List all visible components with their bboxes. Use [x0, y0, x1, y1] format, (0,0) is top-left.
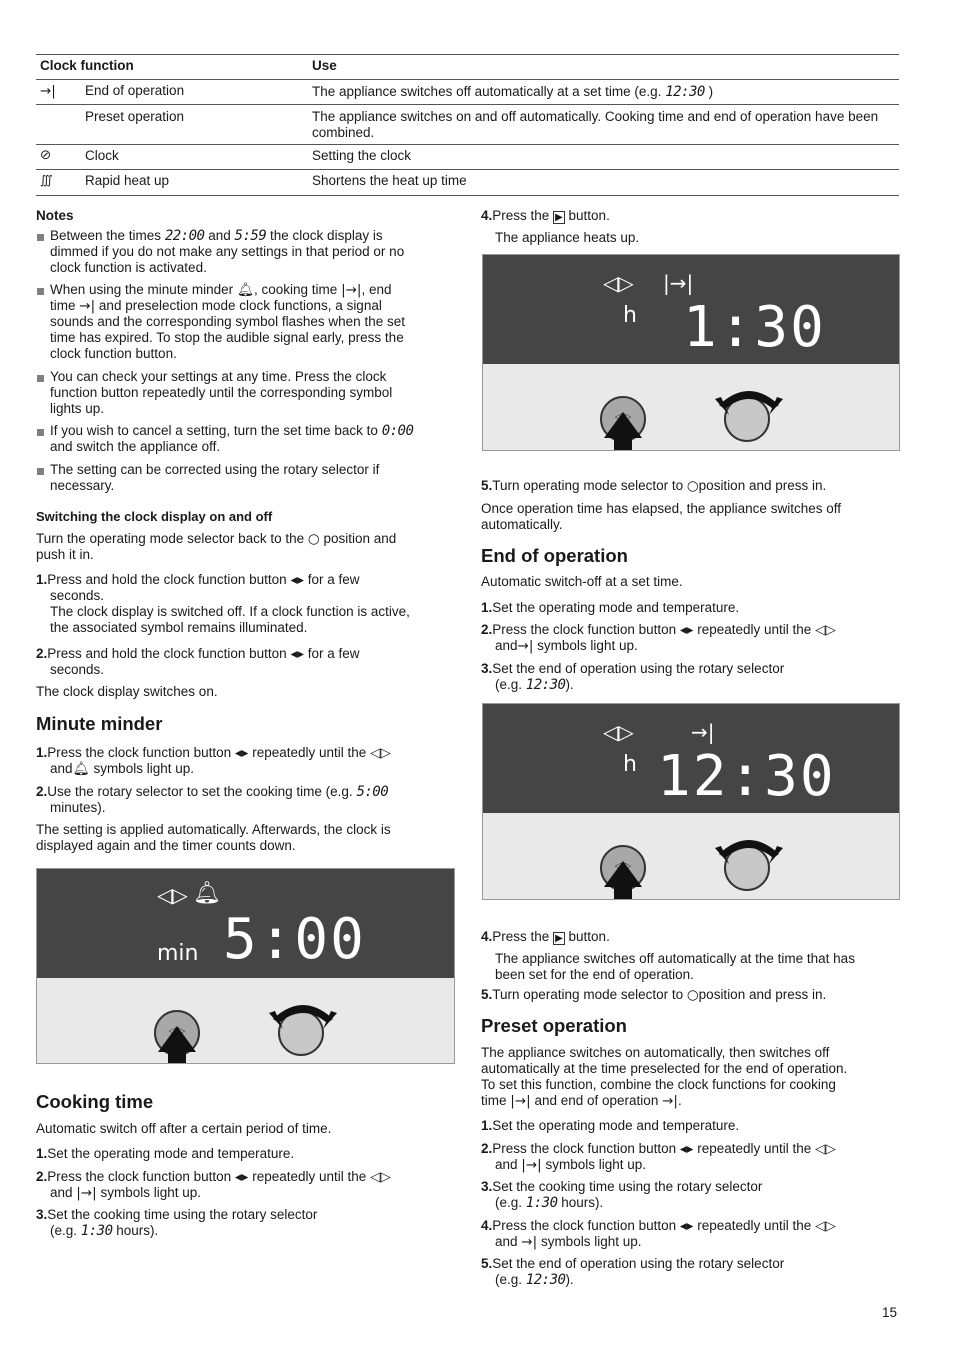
- bullet: [37, 234, 44, 241]
- clock-function-button-icon: ◂▸: [290, 572, 304, 588]
- cooking-end-paragraph: Once operation time has elapsed, the appliance switches off automatically.: [481, 501, 841, 532]
- clock-function-knob[interactable]: ◁▷: [600, 845, 646, 891]
- switching-step-2: 2.Press and hold the clock function button ◂▸ for a few seconds.: [36, 646, 360, 677]
- bullet: [37, 468, 44, 475]
- end-time-icon: →|: [662, 1093, 678, 1109]
- header-clock-function: Clock function: [40, 58, 134, 73]
- end-time-icon: →|: [517, 638, 534, 654]
- row-use: The appliance switches on and off automatically. Cooking time and end of operation have been combined.: [312, 109, 879, 140]
- clock-function-button-icon: ◂▸: [679, 622, 694, 638]
- note-2: When using the minute minder 🔔︎, cooking time |→|, end time →| and preselection mode clock functions, a signal sounds and the corresponding symbol flashes when the set time has expired. To stop the audible signal early, press the clock function button.: [50, 282, 405, 361]
- clock-function-button-icon: ◂▸: [290, 646, 304, 662]
- preset-operation-heading: Preset operation: [481, 1015, 627, 1036]
- clock-function-icon: ◁▷: [815, 1218, 836, 1234]
- press-arrow-icon: [158, 1026, 196, 1052]
- minute-minder-display: [36, 868, 455, 1064]
- minute-step-2: 2.Use the rotary selector to set the cooking time (e.g. 5:00 minutes).: [36, 784, 389, 815]
- row-use: Setting the clock: [312, 148, 412, 163]
- rotate-arrow-icon: [713, 375, 785, 417]
- clock-function-button-icon: ◂▸: [234, 745, 249, 761]
- row-name: Rapid heat up: [85, 173, 170, 188]
- switching-end: The clock display switches on.: [36, 684, 218, 699]
- start-button-icon: ▶: [555, 933, 563, 944]
- end-of-operation-icon: →|: [40, 83, 56, 99]
- cooking-step-1: 1.Set the operating mode and temperature.: [36, 1146, 295, 1161]
- minute-minder-heading: Minute minder: [36, 713, 163, 734]
- cooking-step-4: 4.Press the ▶ button. The appliance heats up.: [481, 208, 640, 245]
- cooking-intro: Automatic switch off after a certain period of time.: [36, 1121, 332, 1136]
- cooking-time-icon: |→|: [76, 1185, 97, 1201]
- row-name: Clock: [85, 148, 119, 163]
- table-row: [36, 170, 899, 196]
- preset-intro: The appliance switches on automatically, then switches off automatically at the time preselected for the end of operation. To set this function, combine the clock functions for cooking time |→| and end of operation →|.: [481, 1045, 848, 1109]
- bullet: [37, 375, 44, 382]
- cooking-time-icon: |→|: [341, 282, 362, 298]
- end-step-2: 2.Press the clock function button ◂▸ repeatedly until the ◁▷ and→| symbols light up.: [481, 622, 836, 654]
- off-position-icon: ○: [307, 531, 320, 547]
- cooking-time-display: [482, 254, 900, 451]
- row-name: Preset operation: [85, 109, 185, 124]
- clock-function-button-icon: ◂▸: [234, 1169, 249, 1185]
- bell-icon: 🔔︎: [236, 282, 254, 298]
- table-row: [36, 145, 899, 170]
- end-step-1: 1.Set the operating mode and temperature.: [481, 600, 740, 615]
- unit-label: min: [157, 941, 199, 966]
- clock-function-icon: ◁▷: [603, 271, 634, 295]
- clock-function-knob[interactable]: ◁▷: [600, 396, 646, 442]
- preset-step-5: 5.Set the end of operation using the rotary selector (e.g. 12:30).: [481, 1256, 785, 1288]
- display-digits: 1:30: [683, 295, 826, 360]
- page-number: 15: [882, 1305, 898, 1320]
- end-step-5: 5.Turn operating mode selector to ○position and press in.: [481, 987, 827, 1003]
- note-1: Between the times 22:00 and 5:59 the clock display is dimmed if you do not make any settings in that period or no clock function is activated.: [50, 228, 405, 275]
- cooking-time-icon: |→|: [521, 1157, 542, 1173]
- cooking-step-3: 3.Set the cooking time using the rotary selector (e.g. 1:30 hours).: [36, 1207, 318, 1239]
- end-step-3: 3.Set the end of operation using the rotary selector (e.g. 12:30).: [481, 661, 785, 693]
- minute-paragraph: The setting is applied automatically. Afterwards, the clock is displayed again and the timer counts down.: [36, 822, 391, 853]
- note-5: The setting can be corrected using the rotary selector if necessary.: [50, 462, 380, 493]
- cooking-time-icon: |→|: [663, 271, 694, 295]
- row-use: Shortens the heat up time: [312, 173, 467, 188]
- press-arrow-icon: [604, 861, 642, 887]
- preset-step-2: 2.Press the clock function button ◂▸ repeatedly until the ◁▷ and |→| symbols light up.: [481, 1141, 836, 1173]
- switching-step-1: 1.Press and hold the clock function button ◂▸ for a few seconds. The clock display is switched off. If a clock function is active, the associated symbol remains illuminated.: [36, 572, 410, 635]
- clock-function-button-icon: ◂▸: [679, 1218, 694, 1234]
- minute-step-1: 1.Press the clock function button ◂▸ repeatedly until the ◁▷ and🔔︎ symbols light up.: [36, 745, 391, 777]
- off-position-icon: ○: [686, 478, 699, 494]
- end-of-operation-display: [482, 703, 900, 900]
- table-row: [36, 80, 899, 105]
- cooking-time-heading: Cooking time: [36, 1091, 154, 1112]
- bullet: [37, 429, 44, 436]
- bell-icon: 🔔︎: [72, 761, 90, 777]
- note-4: If you wish to cancel a setting, turn the set time back to 0:00 and switch the appliance off.: [50, 423, 414, 454]
- clock-function-icon: ◁▷: [815, 1141, 836, 1157]
- table-header: [36, 54, 899, 80]
- clock-function-icon: ◁▷: [603, 720, 634, 744]
- clock-icon: ⊘: [40, 147, 52, 163]
- display-digits: 5:00: [223, 907, 366, 972]
- preset-step-1: 1.Set the operating mode and temperature.: [481, 1118, 740, 1133]
- rapid-heat-icon: ∭: [40, 173, 53, 187]
- clock-function-icon: ◁▷: [370, 745, 391, 761]
- row-name: End of operation: [85, 83, 185, 98]
- end-time-icon: →|: [691, 720, 715, 744]
- end-of-operation-heading: End of operation: [481, 545, 628, 566]
- bullet: [37, 288, 44, 295]
- end-step-4: 4.Press the ▶ button. The appliance switches off automatically at the time that has been set for the end of operation.: [481, 929, 855, 982]
- clock-function-table: [36, 54, 899, 196]
- clock-function-button-icon: ◂▸: [679, 1141, 694, 1157]
- unit-label: h: [623, 752, 637, 777]
- end-intro: Automatic switch-off at a set time.: [481, 574, 683, 589]
- header-use: Use: [312, 58, 337, 73]
- note-3: You can check your settings at any time. Press the clock function button repeatedly until the corresponding symbol lights up.: [50, 369, 393, 416]
- table-row: [36, 105, 899, 145]
- start-button-icon: ▶: [555, 212, 563, 223]
- rotate-arrow-icon: [713, 824, 785, 866]
- clock-function-knob[interactable]: ◁▷: [154, 1010, 200, 1056]
- clock-function-icon: ◁▷: [157, 883, 188, 907]
- row-use: The appliance switches off automatically at a set time (e.g. 12:30 ): [312, 84, 714, 100]
- clock-function-icon: ◁▷: [370, 1169, 391, 1185]
- end-time-icon: →|: [79, 298, 96, 314]
- cooking-step-2: 2.Press the clock function button ◂▸ repeatedly until the ◁▷ and |→| symbols light up.: [36, 1169, 391, 1201]
- unit-label: h: [623, 303, 637, 328]
- off-position-icon: ○: [686, 987, 699, 1003]
- switching-heading: Switching the clock display on and off: [36, 509, 273, 524]
- cooking-time-icon: |→|: [510, 1093, 531, 1109]
- rotate-arrow-icon: [267, 989, 339, 1031]
- end-time-icon: →|: [521, 1234, 538, 1250]
- cooking-step-5: 5.Turn operating mode selector to ○position and press in.: [481, 478, 827, 494]
- switching-intro: Turn the operating mode selector back to the ○ position and push it in.: [36, 531, 397, 562]
- preset-step-4: 4.Press the clock function button ◂▸ repeatedly until the ◁▷ and →| symbols light up.: [481, 1218, 836, 1250]
- notes-heading: Notes: [36, 208, 74, 223]
- preset-step-3: 3.Set the cooking time using the rotary selector (e.g. 1:30 hours).: [481, 1179, 763, 1211]
- display-digits: 12:30: [657, 744, 836, 809]
- press-arrow-icon: [604, 412, 642, 438]
- bell-icon: 🔔︎: [193, 881, 221, 906]
- clock-function-icon: ◁▷: [815, 622, 836, 638]
